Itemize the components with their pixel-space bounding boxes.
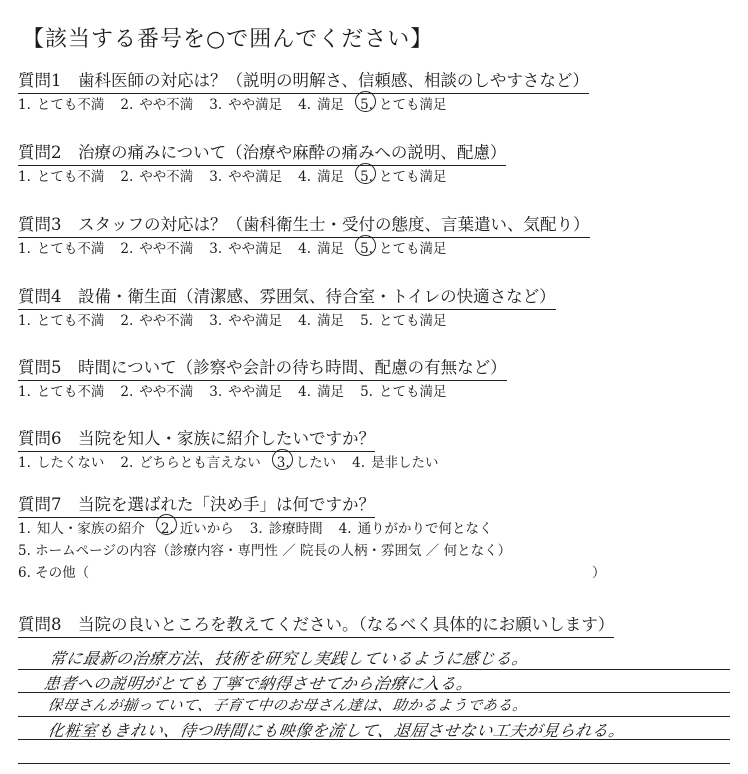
answer-line (18, 740, 730, 764)
option-4[interactable] (352, 453, 438, 473)
option-4[interactable] (298, 167, 344, 187)
option-number: 1. (18, 455, 31, 471)
option-3[interactable] (209, 382, 282, 402)
option-label: とても不満 (36, 241, 105, 257)
option-number: 3. (209, 97, 223, 113)
option-number: 5. (360, 313, 373, 329)
option-number: 2. (120, 169, 134, 185)
option-label: とても不満 (36, 169, 105, 185)
answer-line (18, 670, 730, 694)
option-number: 2. (120, 97, 134, 113)
option-label: やや満足 (228, 169, 283, 185)
question-7 (18, 494, 738, 584)
option-label: 満足 (317, 384, 345, 400)
question-2-options (18, 167, 738, 187)
option-number: 2. (120, 384, 134, 400)
question-4-heading: 質問4 設備・衛生面（清潔感、雰囲気、待合室・トイレの快適さなど） (18, 286, 556, 310)
option-1[interactable] (18, 453, 104, 473)
option-4[interactable] (298, 382, 344, 402)
question-2 (18, 142, 738, 187)
option-label: 診療時間 (268, 521, 323, 537)
option-4[interactable] (298, 95, 344, 115)
option-label: とても満足 (378, 313, 447, 329)
option-label: やや不満 (139, 97, 194, 113)
option-number: 4. (298, 97, 312, 113)
question-5-heading: 質問5 時間について（診察や会計の待ち時間、配慮の有無など） (18, 357, 507, 381)
option-label: やや不満 (139, 241, 194, 257)
option-number: 5. (360, 169, 373, 185)
option-3-selected[interactable] (277, 453, 336, 473)
handwritten-answer: 化粧室もきれい、待つ時間にも映像を流して、退屈させない工夫が見られる。 (46, 720, 627, 740)
option-label: 満足 (317, 241, 345, 257)
option-label: やや満足 (228, 384, 283, 400)
question-5-options (18, 382, 738, 402)
question-3-heading: 質問3 スタッフの対応は？（歯科衛生士・受付の態度、言葉遣い、気配り） (18, 214, 590, 238)
option-label: やや不満 (139, 384, 194, 400)
option-number: 3. (209, 384, 223, 400)
question-6-options (18, 453, 738, 473)
option-label: 満足 (317, 169, 345, 185)
option-label: とても不満 (36, 313, 105, 329)
answer-line (18, 717, 730, 741)
option-label: したい (295, 455, 337, 471)
other-option-close: ） (592, 565, 606, 581)
option-5-selected[interactable] (360, 167, 446, 187)
question-3 (18, 214, 738, 259)
question-1-options (18, 95, 738, 115)
option-3[interactable] (209, 95, 282, 115)
option-number: 5. (360, 384, 373, 400)
answer-line (18, 646, 730, 670)
option-5[interactable] (360, 311, 446, 331)
option-label: とても不満 (36, 384, 105, 400)
question-7-heading: 質問7 当院を選ばれた「決め手」は何ですか？ (18, 494, 375, 518)
option-number: 4. (338, 521, 352, 537)
question-5 (18, 357, 738, 402)
question-4-options (18, 311, 738, 331)
question-7-options-line3[interactable] (18, 562, 738, 584)
other-option-label: 6. その他（ (18, 565, 90, 581)
option-label: とても満足 (378, 97, 447, 113)
option-label: したくない (36, 455, 105, 471)
option-1[interactable] (18, 311, 104, 331)
page-title: 【該当する番号を○で囲んでください】 (22, 27, 434, 52)
option-label: 満足 (317, 97, 345, 113)
option-number: 1. (18, 169, 31, 185)
option-number: 2. (120, 455, 134, 471)
q7-option-3[interactable] (250, 518, 323, 540)
option-number: 2. (161, 518, 174, 540)
question-1-heading: 質問1 歯科医師の対応は？（説明の明解さ、信頼感、相談のしやすさなど） (18, 70, 589, 94)
question-3-options (18, 239, 738, 259)
question-2-heading: 質問2 治療の痛みについて（治療や麻酔の痛みへの説明、配慮） (18, 142, 506, 166)
option-number: 4. (298, 241, 312, 257)
option-3[interactable] (209, 239, 282, 259)
option-label: やや満足 (228, 313, 283, 329)
option-number: 1. (18, 521, 31, 537)
option-label: 通りがかりで何となく (357, 521, 493, 537)
q7-option-2-selected[interactable] (161, 518, 234, 540)
option-5-selected[interactable] (360, 95, 446, 115)
option-number: 5. (360, 97, 373, 113)
option-number: 2. (120, 313, 134, 329)
option-label: 満足 (317, 313, 345, 329)
option-number: 1. (18, 384, 31, 400)
option-number: 3. (209, 313, 223, 329)
option-label: とても満足 (378, 384, 447, 400)
option-1[interactable] (18, 167, 104, 187)
option-number: 3. (209, 169, 223, 185)
option-number: 1. (18, 241, 31, 257)
option-5-selected[interactable] (360, 239, 446, 259)
option-2[interactable] (120, 382, 193, 402)
option-number: 3. (249, 521, 263, 537)
option-2[interactable] (120, 311, 193, 331)
option-5[interactable] (360, 382, 446, 402)
option-2[interactable] (120, 95, 193, 115)
option-1[interactable] (18, 95, 104, 115)
option-label: とても満足 (378, 241, 447, 257)
option-number: 1. (18, 97, 31, 113)
option-number: 5. (360, 241, 373, 257)
option-2[interactable] (120, 167, 193, 187)
option-1[interactable] (18, 382, 104, 402)
question-6 (18, 428, 738, 473)
option-2[interactable] (120, 453, 260, 473)
option-label: とても満足 (378, 169, 447, 185)
option-label: どちらとも言えない (139, 455, 261, 471)
handwritten-answer: 患者への説明がとても丁寧で納得させてから治療に入る。 (42, 673, 475, 693)
option-number: 4. (352, 455, 366, 471)
option-label: やや不満 (139, 169, 194, 185)
option-label: やや満足 (228, 241, 283, 257)
option-3[interactable] (209, 311, 282, 331)
option-label: やや満足 (228, 97, 283, 113)
option-number: 2. (120, 241, 134, 257)
option-2[interactable] (120, 239, 193, 259)
option-number: 4. (298, 169, 312, 185)
answer-area[interactable] (18, 646, 730, 764)
option-label: とても不満 (36, 97, 105, 113)
option-label: 近いから (179, 521, 234, 537)
option-4[interactable] (298, 239, 344, 259)
option-1[interactable] (18, 239, 104, 259)
handwritten-answer: 常に最新の治療方法、技術を研究し実践しているように感じる。 (48, 649, 530, 668)
option-number: 4. (298, 384, 312, 400)
option-number: 1. (18, 313, 31, 329)
option-label: やや不満 (139, 313, 194, 329)
option-label: 知人・家族の紹介 (36, 521, 145, 537)
option-label: 是非したい (371, 455, 439, 471)
question-8 (18, 614, 738, 638)
question-7-options-line2[interactable]: 5. ホームページの内容（診療内容・専門性 ／ 院長の人柄・雰囲気 ／ 何となく） (18, 543, 512, 559)
option-4[interactable] (298, 311, 344, 331)
q7-option-4[interactable] (339, 518, 493, 540)
option-number: 3. (276, 455, 290, 471)
option-3[interactable] (209, 167, 282, 187)
question-7-options-line1 (18, 518, 738, 540)
question-6-heading: 質問6 当院を知人・家族に紹介したいですか？ (18, 428, 375, 452)
question-8-heading: 質問8 当院の良いところを教えてください。（なるべく具体的にお願いします） (18, 614, 614, 638)
handwritten-answer: 保母さんが揃っていて、子育て中のお母さん達は、助かるようである。 (46, 698, 529, 714)
q7-option-1[interactable] (18, 518, 145, 540)
answer-line (18, 693, 730, 717)
question-1 (18, 70, 738, 115)
option-number: 3. (209, 241, 223, 257)
option-number: 4. (298, 313, 312, 329)
question-4 (18, 286, 738, 331)
